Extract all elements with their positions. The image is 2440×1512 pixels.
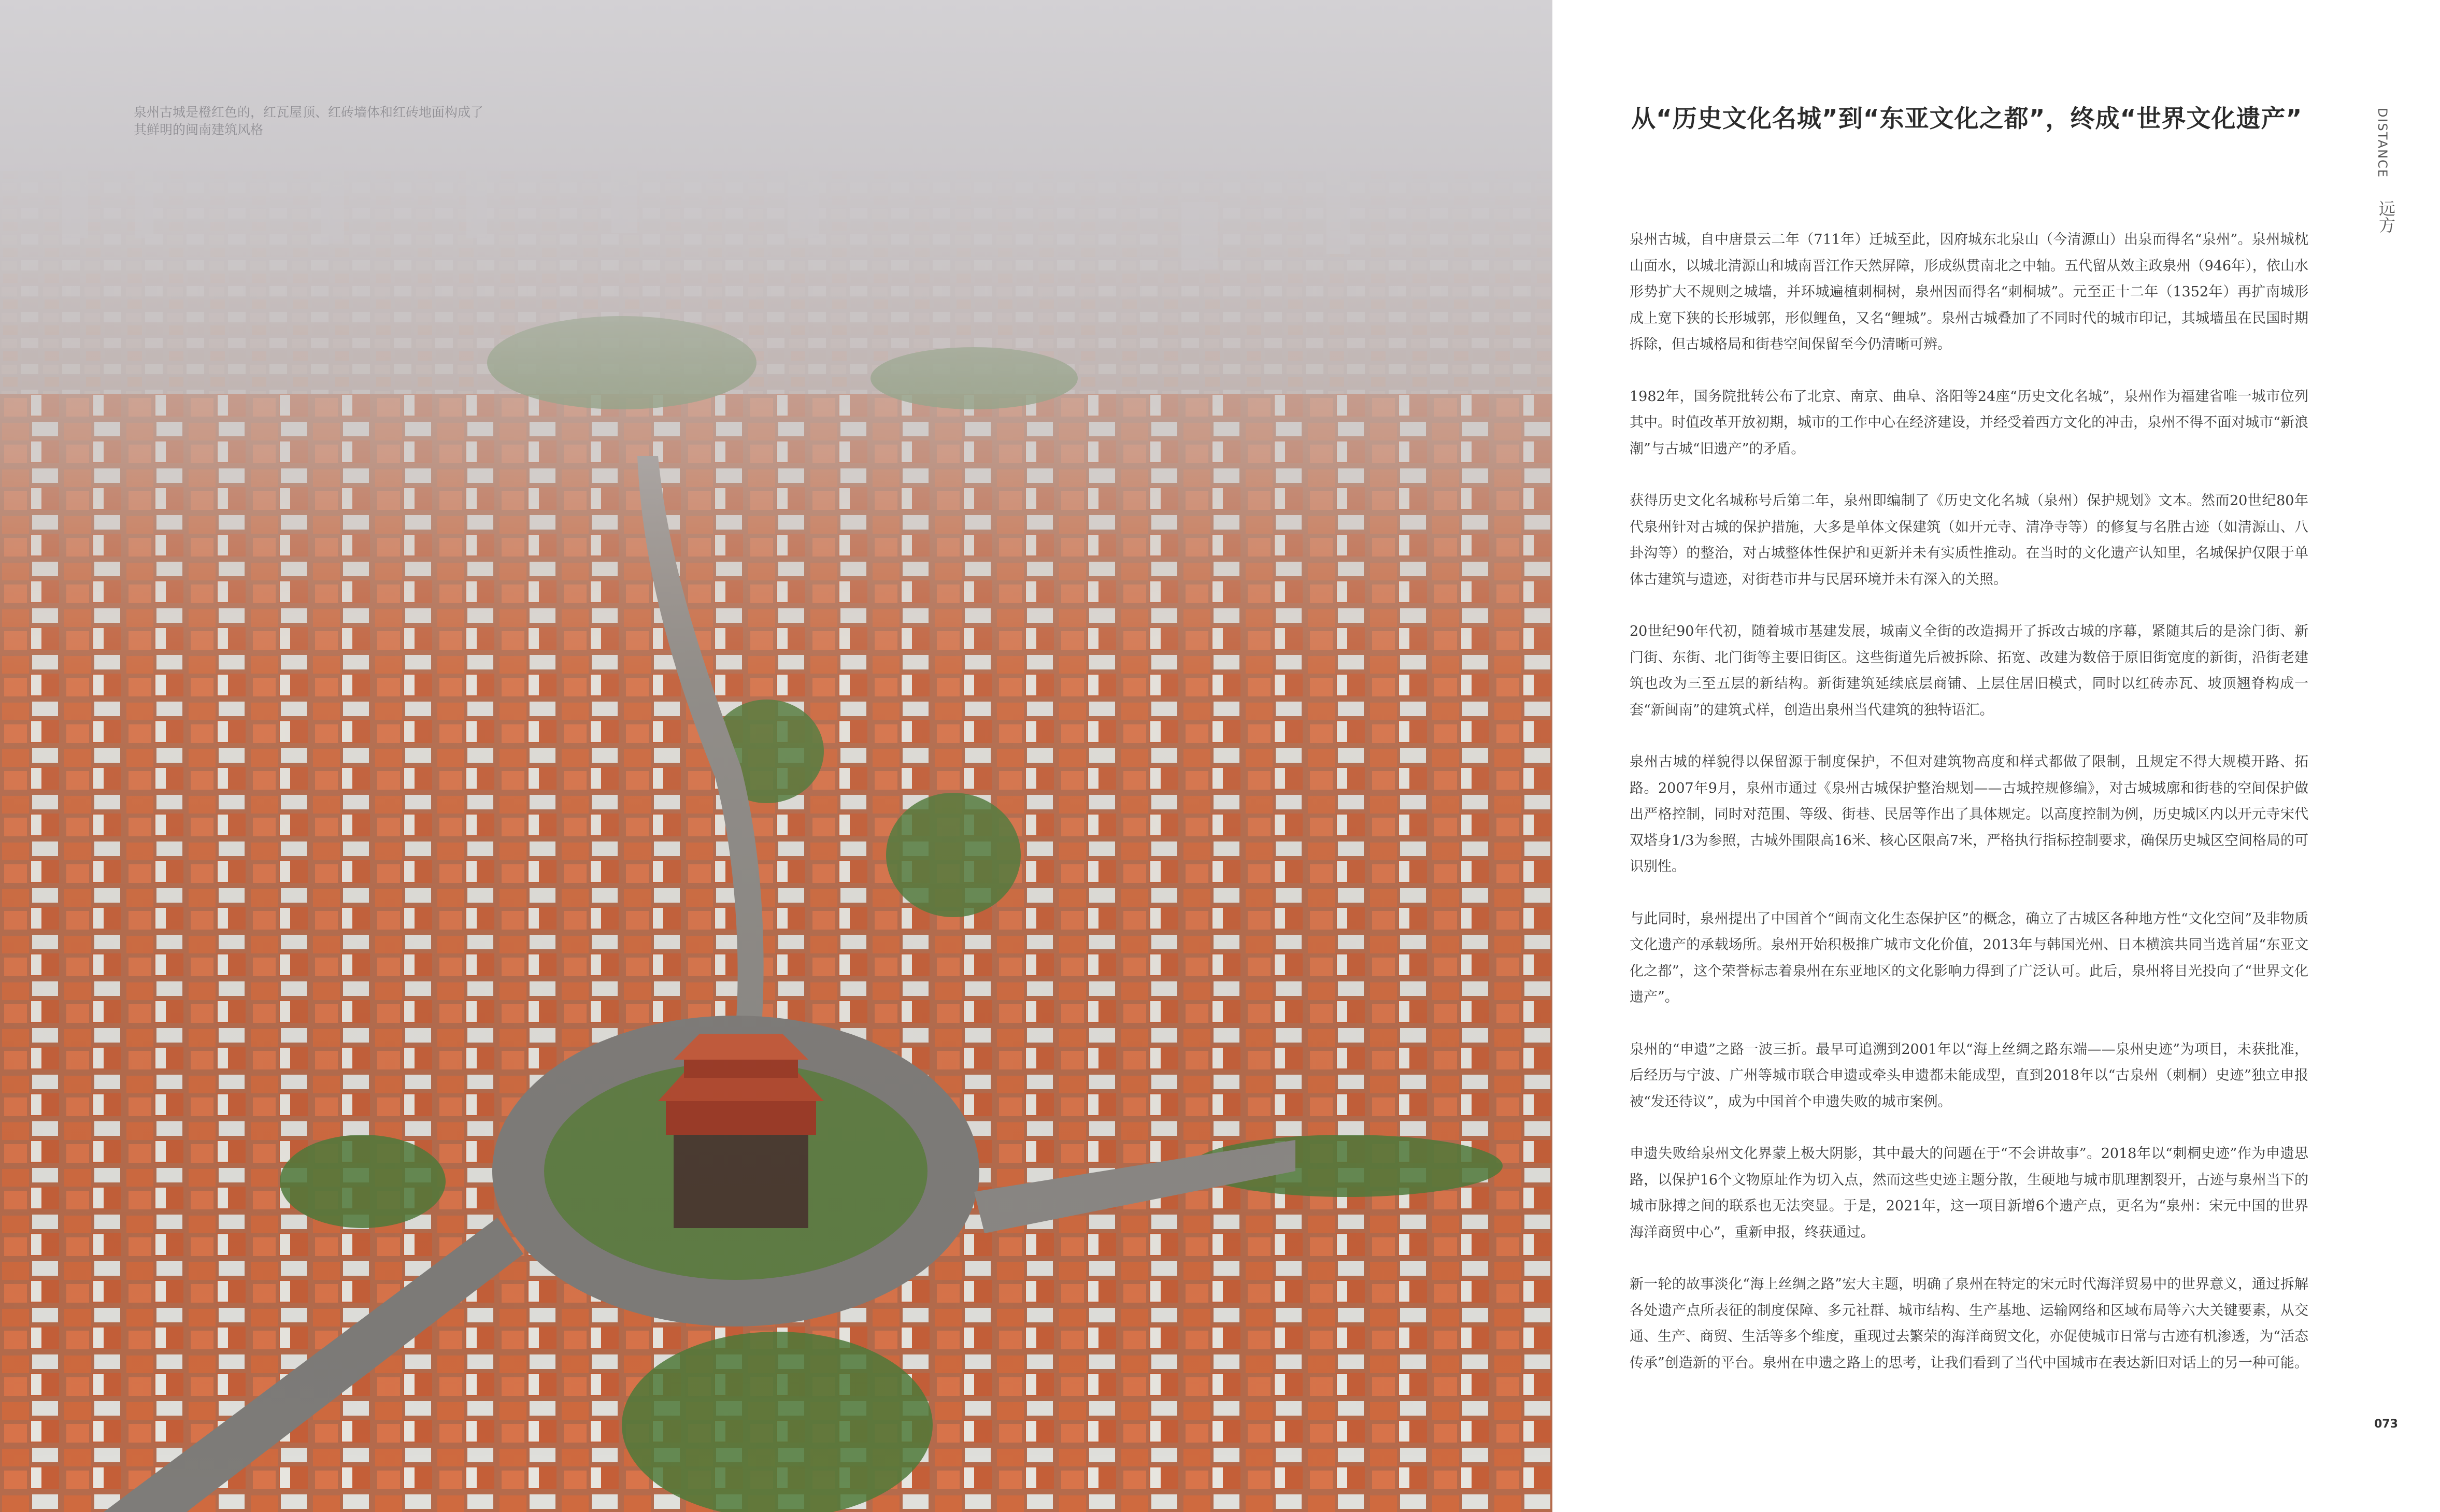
paragraph: 1982年，国务院批转公布了北京、南京、曲阜、洛阳等24座“历史文化名城”，泉州作为福建省唯一城市位列其中。时值改革开放初期，城市的工作中心在经济建设，并经受着西方文化的冲击，泉州不得不面对城市“新浪潮”与古城“旧遗产”的矛盾。 [1630,388,2308,457]
section-label [2375,108,2396,233]
page-number: 073 [2374,1418,2398,1431]
article-title: 从“历史文化名城”到“东亚文化之都”，终成“世界文化遗产” [1631,105,2303,133]
paragraph: 申遗失败给泉州文化界蒙上极大阴影，其中最大的问题在于“不会讲故事”。2018年以“刺桐史迹”作为申遗思路，以保护16个文物原址作为切入点，然而这些史迹主题分散，生硬地与城市肌理割裂开，古迹与泉州当下的城市脉搏之间的联系也无法突显。于是，2021年，这一项目新增6个遗产点，更名为“泉州：宋元中国的世界海洋商贸中心”，重新申报，终获通过。 [1630,1146,2308,1240]
paragraph: 泉州古城的样貌得以保留源于制度保护，不但对建筑物高度和样式都做了限制，且规定不得大规模开路、拓路。2007年9月，泉州市通过《泉州古城保护整治规划——古城控规修编》，对古城城廓和街巷的空间保护做出严格控制，同时对范围、等级、街巷、民居等作出了具体规定。以高度控制为例，历史城区内以开元寺宋代双塔身1/3为参照，古城外围限高16米、核心区限高7米，严格执行指标控制要求，确保历史城区空间格局的可识别性。 [1630,754,2308,875]
paragraph: 泉州古城，自中唐景云二年（711年）迁城至此，因府城东北泉山（今清源山）出泉而得名“泉州”。泉州城枕山面水，以城北清源山和城南晋江作天然屏障，形成纵贯南北之中轴。五代留从效主政泉州（946年），依山水形势扩大不规则之城墙，并环城遍植刺桐树，泉州因而得名“刺桐城”。元至正十二年（1352年）再扩南城形成上宽下狭的长形城郭，形似鲤鱼，又名“鲤城”。泉州古城叠加了不同时代的城市印记，其城墙虽在民国时期拆除，但古城格局和街巷空间保留至今仍清晰可辨。 [1630,232,2308,352]
photo-caption: 泉州古城是橙红色的，红瓦屋顶、红砖墙体和红砖地面构成了其鲜明的闽南建筑风格 [134,105,484,137]
paragraph: 泉州的“申遗”之路一波三折。最早可追溯到2001年以“海上丝绸之路东端——泉州史迹”为项目，未获批准，后经历与宁波、广州等城市联合申遗或牵头申遗都未能成型，直到2018年以“古泉州（刺桐）史迹”独立申报被“发还待议”，成为中国首个申遗失败的城市案例。 [1630,1041,2308,1110]
section-label-zh: 远方 [2376,200,2396,233]
paragraph: 20世纪90年代初，随着城市基建发展，城南义全街的改造揭开了拆改古城的序幕，紧随其后的是涂门街、新门街、东街、北门街等主要旧街区。这些街道先后被拆除、拓宽、改建为数倍于原旧街宽度的新街，沿街老建筑也改为三至五层的新结构。新街建筑延续底层商铺、上层住居旧模式，同时以红砖赤瓦、坡顶翘脊构成一套“新闽南”的建筑式样，创造出泉州当代建筑的独特语汇。 [1630,623,2308,718]
paragraph: 获得历史文化名城称号后第二年，泉州即编制了《历史文化名城（泉州）保护规划》文本。然而20世纪80年代泉州针对古城的保护措施，大多是单体文保建筑（如开元寺、清净寺等）的修复与名胜古迹（如清源山、八卦沟等）的整治，对古城整体性保护和更新并未有实质性推动。在当时的文化遗产认知里，名城保护仅限于单体古建筑与遗迹，对街巷市井与民居环境并未有深入的关照。 [1630,493,2308,588]
paragraph: 与此同时，泉州提出了中国首个“闽南文化生态保护区”的概念，确立了古城区各种地方性“文化空间”及非物质文化遗产的承载场所。泉州开始积极推广城市文化价值，2013年与韩国光州、日本横滨共同当选首届“东亚文化之都”，这个荣誉标志着泉州在东亚地区的文化影响力得到了广泛认可。此后，泉州将目光投向了“世界文化遗产”。 [1630,910,2308,1005]
article-body [1630,227,2308,1402]
paragraph: 新一轮的故事淡化“海上丝绸之路”宏大主题，明确了泉州在特定的宋元时代海洋贸易中的世界意义，通过拆解各处遗产点所表征的制度保障、多元社群、城市结构、生产基地、运输网络和区域布局等六大关键要素，从交通、生产、商贸、生活等多个维度，重现过去繁荣的海洋商贸文化，亦促使城市日常与古迹有机渗透，为“活态传承”创造新的平台。泉州在申遗之路上的思考，让我们看到了当代中国城市在表达新旧对话上的另一种可能。 [1630,1276,2308,1371]
section-label-en: DISTANCE [2375,108,2390,178]
